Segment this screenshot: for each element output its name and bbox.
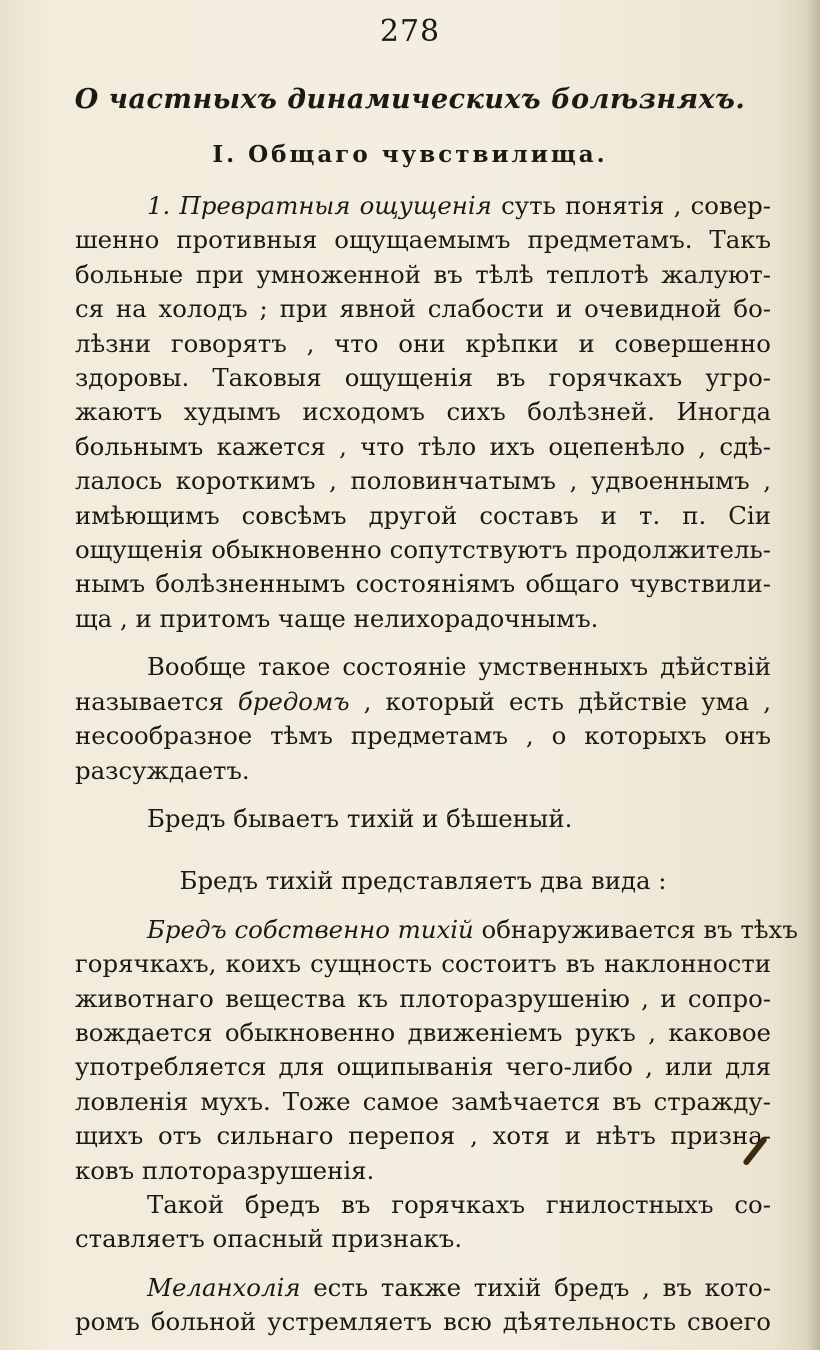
body-text xyxy=(75,189,798,1340)
subsection-heading: I. Общаго чувствилища. xyxy=(212,141,608,168)
text-line: ковъ плоторазрушенія. xyxy=(75,1155,375,1185)
page-edge-shadow xyxy=(806,0,820,1350)
term-emphasis: Меланхолія xyxy=(147,1272,301,1302)
term-emphasis: бредомъ xyxy=(237,686,350,716)
section-heading: О частныхъ динамическихъ болѣзняхъ. xyxy=(74,84,746,115)
text-line: Такой бредъ въ горячкахъ гнилостныхъ со- xyxy=(147,1189,771,1219)
text-line: щихъ отъ сильнаго перепоя , хотя и нѣтъ призна- xyxy=(75,1121,771,1151)
text-line: Бредъ собственно тихій обнаруживается въ тѣхъ xyxy=(147,914,798,944)
text-line: лалось короткимъ , половинчатымъ , удвоеннымъ , xyxy=(75,466,771,496)
text-line: имѣющимъ совсѣмъ другой составъ и т. п. Сіи xyxy=(75,500,771,530)
text-line: называется бредомъ , который есть дѣйствіе ума , xyxy=(75,686,771,716)
text-line: здоровы. Таковыя ощущенія въ горячкахъ угро- xyxy=(75,363,771,393)
term-emphasis: Бредъ собственно тихій xyxy=(147,914,474,944)
text-line: Меланхолія есть также тихій бредъ , въ кото- xyxy=(147,1272,771,1302)
text-line: несообразное тѣмъ предметамъ , о которыхъ онъ xyxy=(75,721,771,751)
page-number: 278 xyxy=(379,14,441,49)
text-line: ставляетъ опасный признакъ. xyxy=(75,1224,463,1254)
text-line: Бредъ тихій представляетъ два вида : xyxy=(179,866,667,896)
text-line: 1. Превратныя ощущенія суть понятія , совер- xyxy=(147,191,771,220)
item-number: 1. xyxy=(147,191,171,220)
text-line: шенно противныя ощущаемымъ предметамъ. Такъ xyxy=(75,225,771,255)
text-line: горячкахъ, коихъ сущность состоитъ въ наклонности xyxy=(75,949,771,979)
text-line: нымъ болѣзненнымъ состояніямъ общаго чувствили- xyxy=(75,569,771,599)
text-line: ромъ больной устремляетъ всю дѣятельность своего xyxy=(75,1307,771,1337)
text-line: больнымъ кажется , что тѣло ихъ оцепенѣло , сдѣ- xyxy=(75,431,771,461)
text-line: употребляется для ощипыванія чего-либо , или для xyxy=(75,1052,771,1082)
text-line: ща , и притомъ чаще нелихорадочнымъ. xyxy=(75,603,599,633)
text-line: Вообще такое состояніе умственныхъ дѣйствій xyxy=(147,652,771,682)
text-line: ся на холодъ ; при явной слабости и очевидной бо- xyxy=(75,294,771,324)
text-line: разсуждаетъ. xyxy=(75,755,250,785)
term-emphasis: Превратныя ощущенія xyxy=(179,191,492,220)
text-line: Бредъ бываетъ тихій и бѣшеный. xyxy=(147,803,573,833)
text-line: жаютъ худымъ исходомъ сихъ болѣзней. Иногда xyxy=(75,397,771,427)
text-line: ловленія мухъ. Тоже самое замѣчается въ стражду- xyxy=(75,1086,771,1116)
text-line: животнаго вещества къ плоторазрушенію , и сопро- xyxy=(75,983,771,1013)
text-line: больные при умноженной въ тѣлѣ теплотѣ жалуют- xyxy=(75,259,771,289)
text-line: ощущенія обыкновенно сопутствуютъ продолжитель- xyxy=(75,535,771,565)
text-line: лѣзни говорятъ , что они крѣпки и совершенно xyxy=(75,328,771,358)
text-line: вождается обыкновенно движеніемъ рукъ , каковое xyxy=(75,1017,771,1047)
